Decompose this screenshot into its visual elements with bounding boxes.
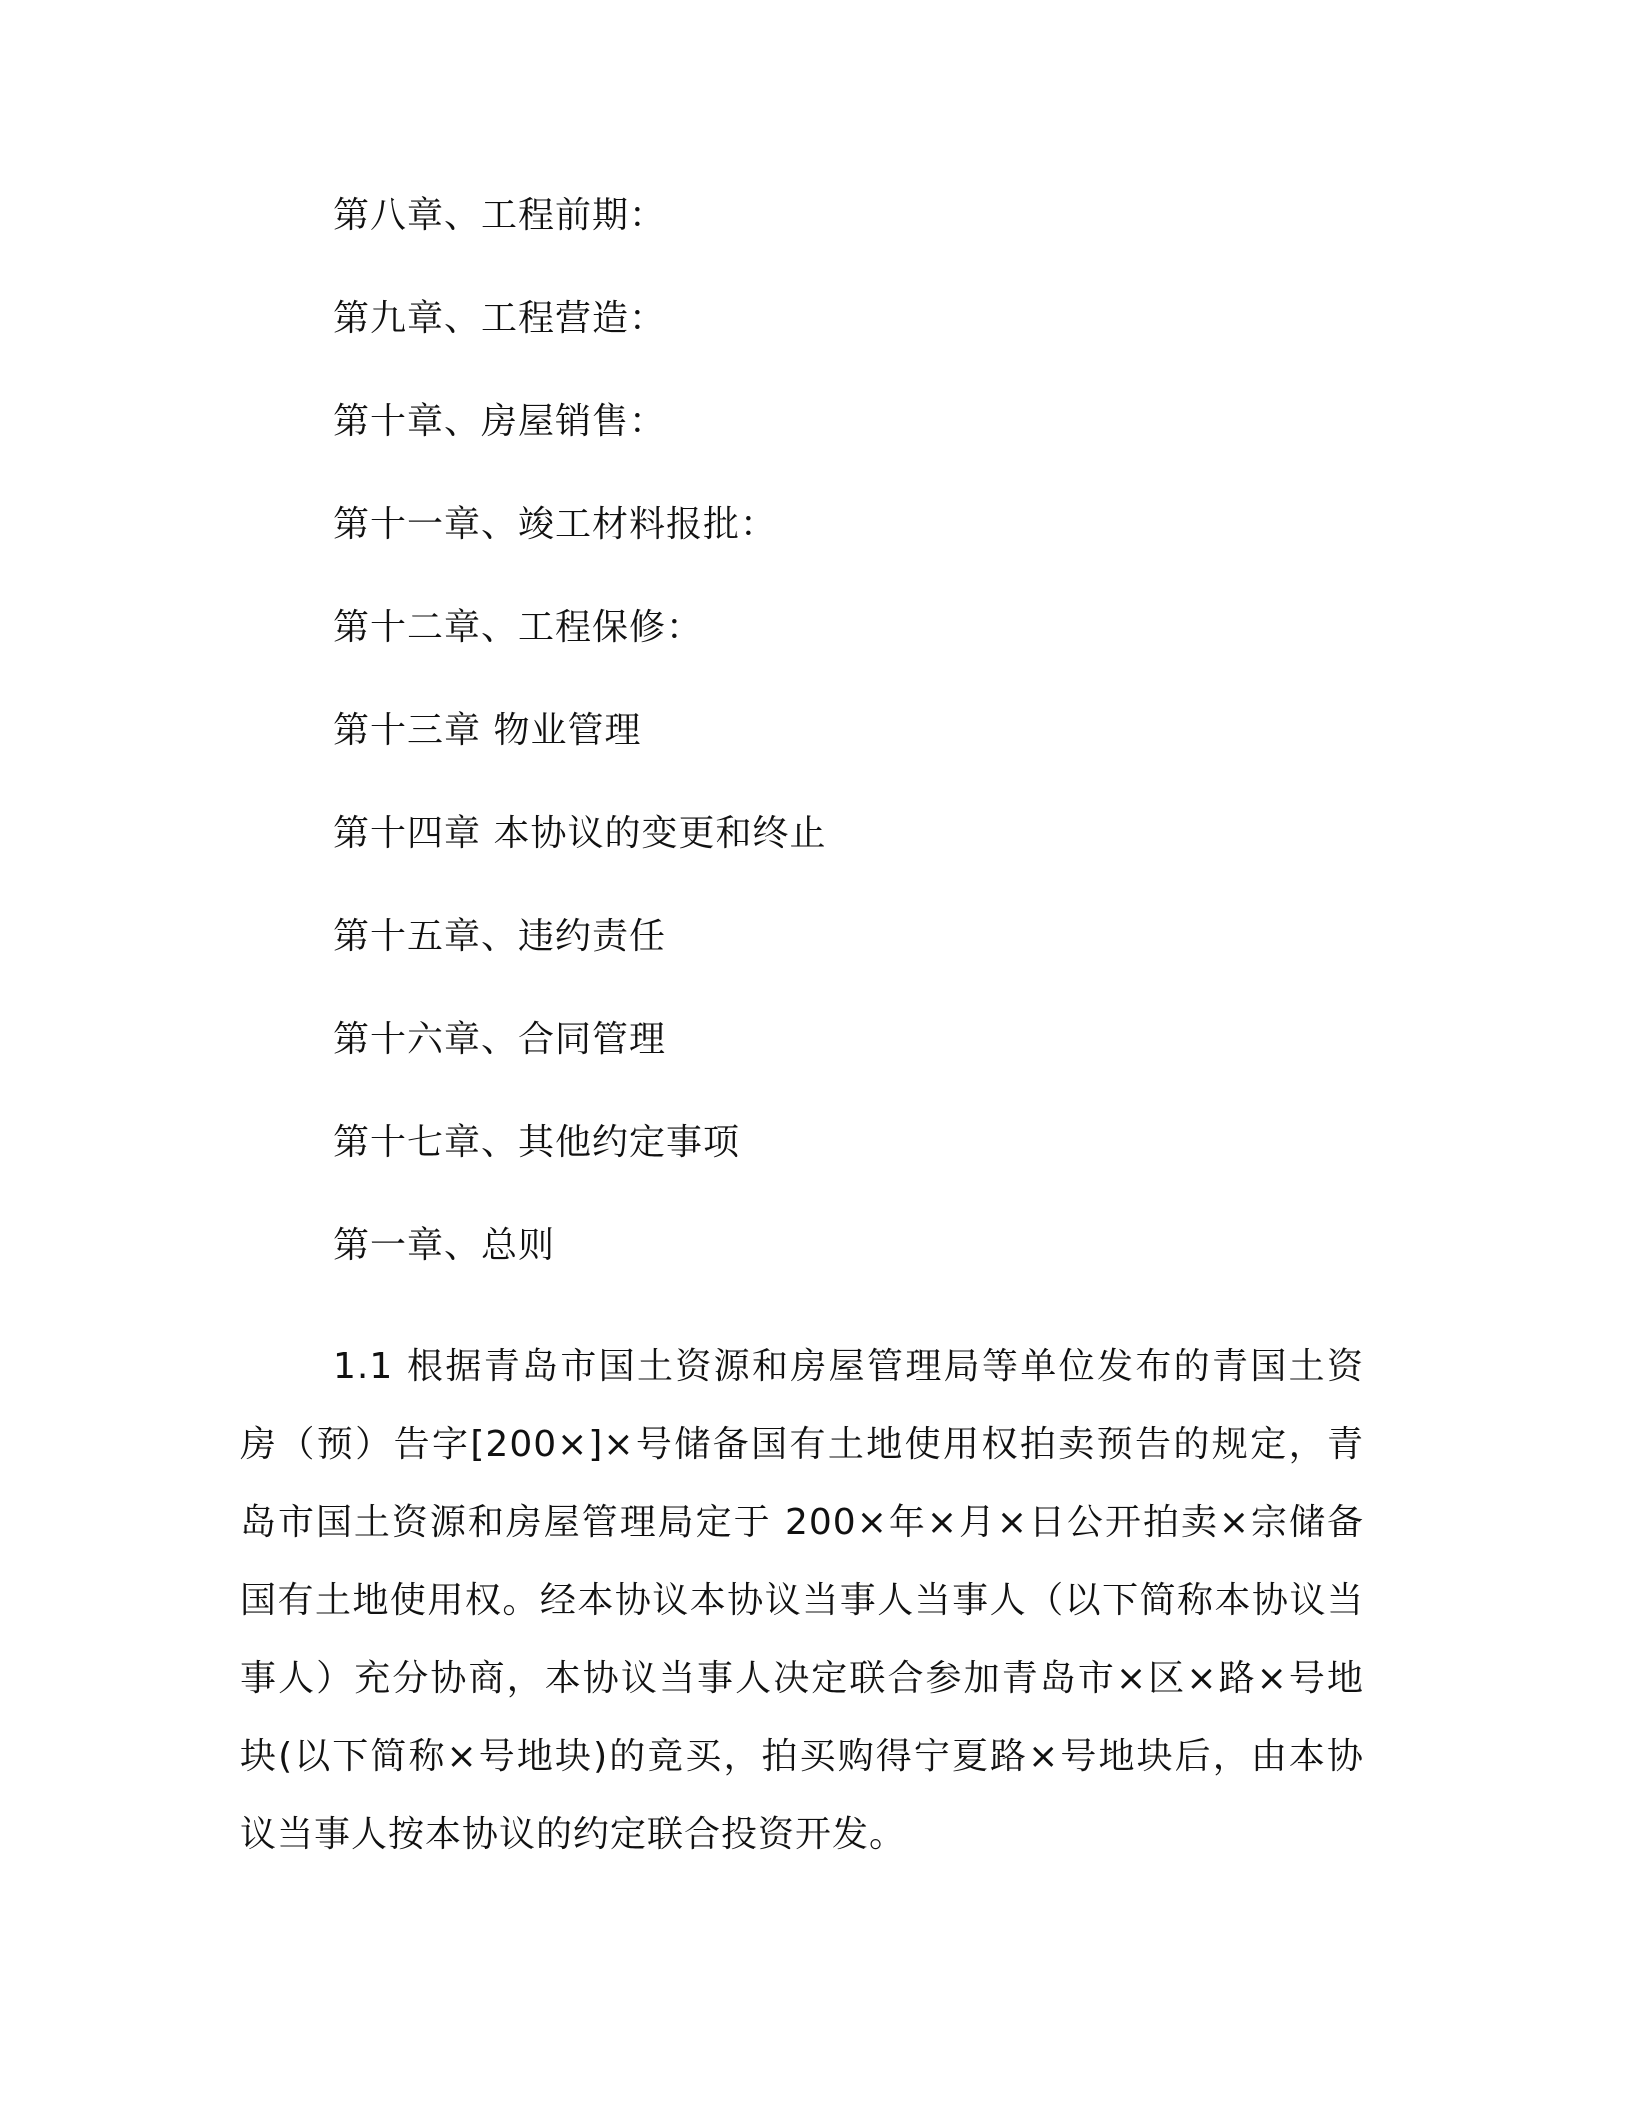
chapter-heading-14: 第十四章 本协议的变更和终止 xyxy=(333,813,827,854)
chapter-heading-8: 第八章、工程前期： xyxy=(333,195,667,236)
chapter-heading-12: 第十二章、工程保修： xyxy=(333,607,704,648)
chapter-heading-17: 第十七章、其他约定事项 xyxy=(333,1122,741,1163)
chapter-heading-10: 第十章、房屋销售： xyxy=(333,401,667,442)
chapter-heading-16: 第十六章、合同管理 xyxy=(333,1019,667,1060)
chapter-heading-13: 第十三章 物业管理 xyxy=(333,710,642,751)
chapter-heading-1: 第一章、总则 xyxy=(333,1225,556,1266)
chapter-heading-15: 第十五章、违约责任 xyxy=(333,916,667,957)
body-paragraph: 1.1 根据青岛市国土资源和房屋管理局等单位发布的青国土资房（预）告字[200×]×号储备国有土地使用权拍卖预告的规定，青岛市国土资源和房屋管理局定于 200×年×月×日公开拍卖×宗储备国有土地使用权。经本协议本协议当事人当事人（以下简称本协议当事人）充分协商，本协议当事人决定联合参加青岛市×区×路×号地块(以下简称×号地块)的竟买，拍买购得宁夏路×号地块后，由本协议当事人按本协议的约定联合投资开发。 xyxy=(240,1346,1364,1855)
chapter-heading-11: 第十一章、竣工材料报批： xyxy=(333,504,778,545)
chapter-heading-9: 第九章、工程营造： xyxy=(333,298,667,339)
